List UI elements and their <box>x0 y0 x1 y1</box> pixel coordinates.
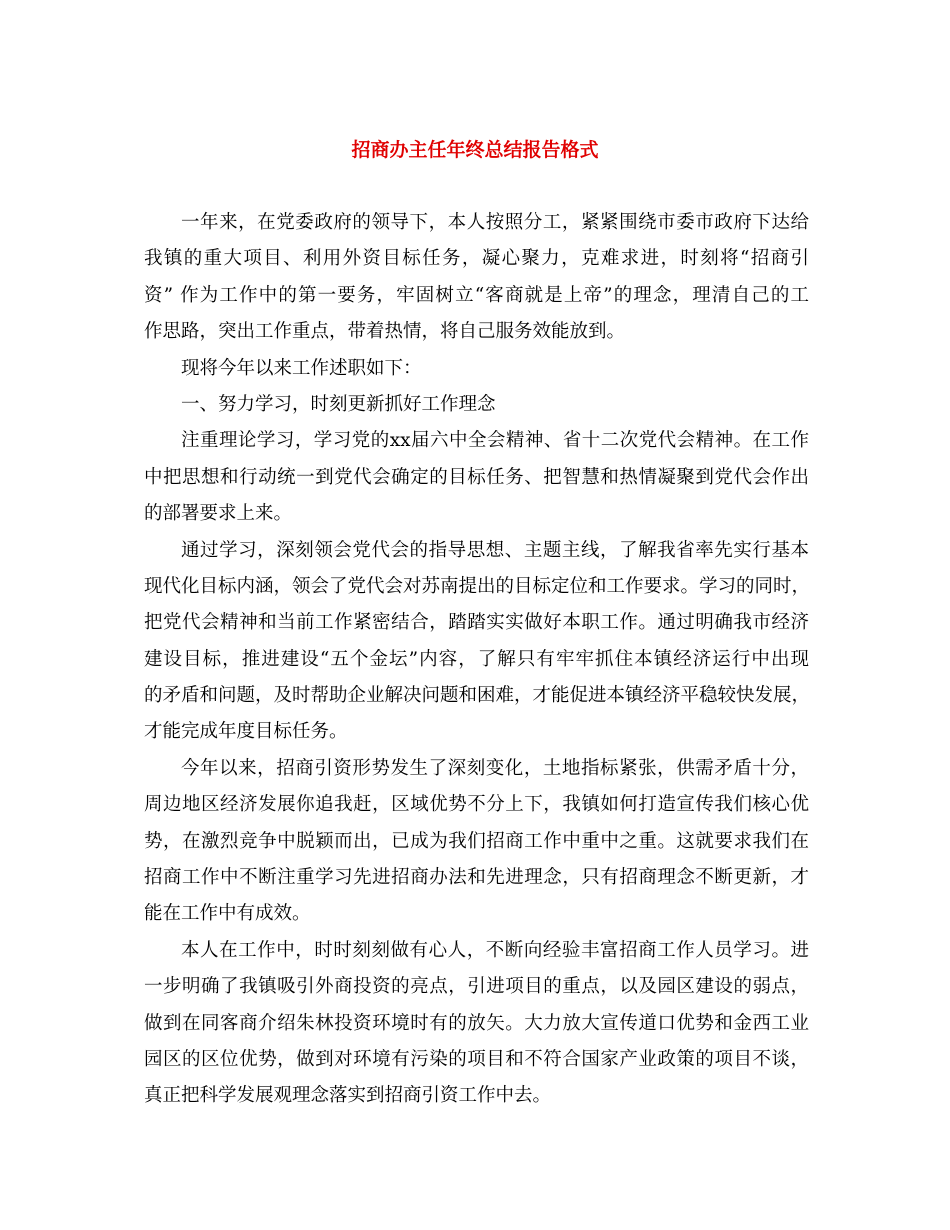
text-line: 周边地区经济发展你追我赶，区域优势不分上下，我镇如何打造宣传我们核心优 <box>144 794 809 816</box>
text-line: 一年来，在党委政府的领导下，本人按照分工，紧紧围绕市委市政府下达给 <box>181 212 809 233</box>
text-line: 今年以来，招商引资形势发生了深刻变化，土地指标紧张，供需矛盾十分， <box>181 757 809 779</box>
text-line: 作思路，突出工作重点，带着热情，将自己服务效能放到。 <box>144 321 626 343</box>
text-line: 通过学习，深刻领会党代会的指导思想、主题主线，了解我省率先实行基本 <box>181 539 809 561</box>
text-line: 能在工作中有成效。 <box>144 903 311 925</box>
text-line: 园区的区位优势，做到对环境有污染的项目和不符合国家产业政策的项目不谈， <box>144 1048 809 1070</box>
text-line: 注重理论学习，学习党的xx届六中全会精神、省十二次党代会精神。在工作 <box>181 430 809 452</box>
text-line: 才能完成年度目标任务。 <box>144 721 348 743</box>
text-line: 势，在激烈竞争中脱颖而出，已成为我们招商工作中重中之重。这就要求我们在 <box>144 830 809 852</box>
text-line: 建设目标，推进建设“五个金坛”内容，了解只有牢牢抓住本镇经济运行中出现 <box>144 648 809 670</box>
text-line: 一、努力学习，时刻更新抓好工作理念 <box>181 393 496 415</box>
text-line: 一步明确了我镇吸引外商投资的亮点，引进项目的重点，以及园区建设的弱点， <box>144 976 809 998</box>
text-line: 中把思想和行动统一到党代会确定的目标任务、把智慧和热情凝聚到党代会作出 <box>144 466 809 488</box>
text-line: 的部署要求上来。 <box>144 503 293 525</box>
text-line: 做到在同客商介绍朱林投资环境时有的放矢。大力放大宣传道口优势和金西工业 <box>144 1012 809 1034</box>
text-line: 本人在工作中，时时刻刻做有心人，不断向经验丰富招商工作人员学习。进 <box>181 939 809 961</box>
text-line: 把党代会精神和当前工作紧密结合，踏踏实实做好本职工作。通过明确我市经济 <box>144 612 809 634</box>
text-line: 资” 作为工作中的第一要务，牢固树立“客商就是上帝”的理念，理清自己的工 <box>144 284 809 306</box>
text-line: 真正把科学发展观理念落实到招商引资工作中去。 <box>144 1085 552 1107</box>
document-body <box>144 205 809 1115</box>
text-line: 现将今年以来工作述职如下： <box>181 357 422 379</box>
text-line: 现代化目标内涵，领会了党代会对苏南提出的目标定位和工作要求。学习的同时， <box>144 575 811 597</box>
text-line: 我镇的重大项目、利用外资目标任务，凝心聚力，克难求进，时刻将“招商引 <box>144 248 809 270</box>
text-line: 的矛盾和问题，及时帮助企业解决问题和困难，才能促进本镇经济平稳较快发展， <box>144 685 811 707</box>
document-title: 招商办主任年终总结报告格式 <box>351 139 599 161</box>
text-line: 招商工作中不断注重学习先进招商办法和先进理念，只有招商理念不断更新，才 <box>144 867 809 889</box>
